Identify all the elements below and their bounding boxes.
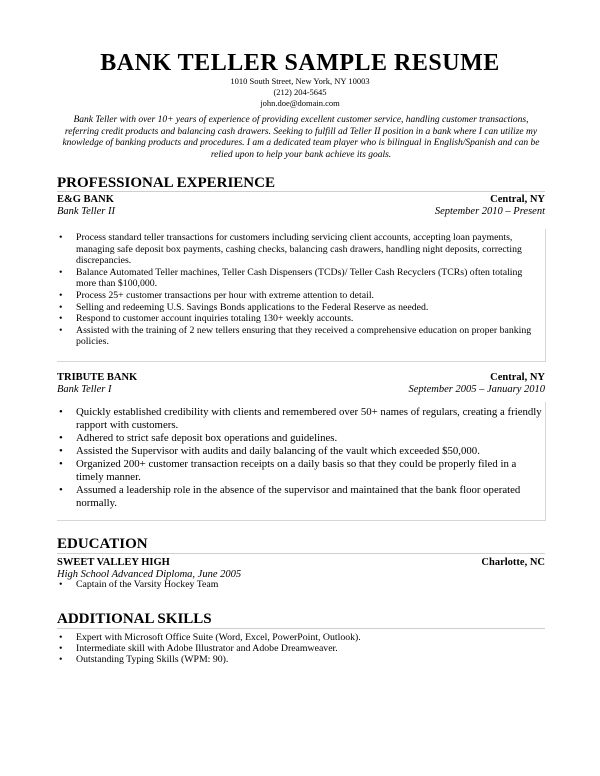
job-2-header [57, 372, 545, 384]
list-item: • Balance Automated Teller machines, Teller Cash Dispensers (TCDs)/ Teller Cash Recyclers (TCRs) often totaling more than $100,000. [57, 267, 543, 290]
experience-heading: PROFESSIONAL EXPERIENCE [57, 175, 275, 191]
list-item: • Expert with Microsoft Office Suite (Word, Excel, PowerPoint, Outlook). [57, 632, 543, 643]
job-2-dates: September 2005 – January 2010 [408, 384, 545, 395]
job-1-bullets [57, 232, 543, 348]
list-item: • Assumed a leadership role in the absence of the supervisor and maintained that the bank floor operated normally. [57, 484, 543, 510]
job-1-company: E&G BANK [57, 194, 114, 205]
education-header [57, 557, 545, 569]
job-2-bullets [57, 406, 543, 510]
list-item: • Outstanding Typing Skills (WPM: 90). [57, 654, 543, 665]
job-1-dates: September 2010 – Present [434, 206, 545, 217]
education-divider [57, 553, 545, 554]
job-2-company: TRIBUTE BANK [57, 372, 138, 383]
job-2-subheader [57, 384, 545, 396]
job-1-header [57, 194, 545, 206]
list-item: • Intermediate skill with Adobe Illustrator and Adobe Dreamweaver. [57, 643, 543, 654]
education-heading: EDUCATION [57, 536, 148, 552]
list-item: • Selling and redeeming U.S. Savings Bonds applications to the Federal Reserve as needed. [57, 302, 543, 314]
degree: High School Advanced Diploma, June 2005 [57, 569, 242, 580]
skills-bullets [57, 632, 543, 666]
education-bullets [57, 579, 543, 590]
skills-heading: ADDITIONAL SKILLS [57, 611, 212, 627]
list-item: • Captain of the Varsity Hockey Team [57, 579, 543, 590]
job-2-role: Bank Teller I [57, 384, 112, 395]
address: 1010 South Street, New York, NY 10003 [230, 76, 370, 86]
list-item: • Process 25+ customer transactions per hour with extreme attention to detail. [57, 290, 543, 302]
job-1-location: Central, NY [490, 194, 545, 205]
list-item: • Assisted with the training of 2 new tellers ensuring that they received a comprehensive education on proper banking policies. [57, 325, 543, 348]
job-1-role: Bank Teller II [57, 206, 115, 217]
experience-divider [57, 191, 545, 192]
school-name: SWEET VALLEY HIGH [57, 557, 170, 568]
skills-divider [57, 628, 545, 629]
list-item: • Respond to customer account inquiries totaling 130+ weekly accounts. [57, 313, 543, 325]
school-location: Charlotte, NC [481, 557, 545, 568]
list-item: • Assisted the Supervisor with audits and daily balancing of the vault which exceeded $50,000. [57, 445, 543, 458]
email: john.doe@domain.com [260, 98, 340, 108]
list-item: • Organized 200+ customer transaction receipts on a daily basis so that they could be properly filed in a timely manner. [57, 458, 543, 484]
summary: Bank Teller with over 10+ years of experience of providing excellent customer service, handling customer transactions, referring credit products and balancing cash drawers. Seeking to fulfill ad Teller II position in a bank where I can utilize my knowledge of banking products and procedures. I am a dedicated team player who is bilingual in English/Spanish and can be relied upon to help your bank achieve its goals. [62, 115, 540, 160]
list-item: • Quickly established credibility with clients and remembered over 50+ names of regulars, creating a friendly rapport with customers. [57, 406, 543, 432]
job-2-location: Central, NY [490, 372, 545, 383]
resume-title: BANK TELLER SAMPLE RESUME [100, 50, 500, 76]
phone: (212) 204-5645 [273, 87, 327, 97]
list-item: • Process standard teller transactions for customers including servicing client accounts, accepting loan payments, managing safe deposit box payments, cashing checks, balancing cash drawers, handling night deposits, correcting discrepancies. [57, 232, 543, 267]
job-1-subheader [57, 206, 545, 218]
list-item: • Adhered to strict safe deposit box operations and guidelines. [57, 432, 543, 445]
